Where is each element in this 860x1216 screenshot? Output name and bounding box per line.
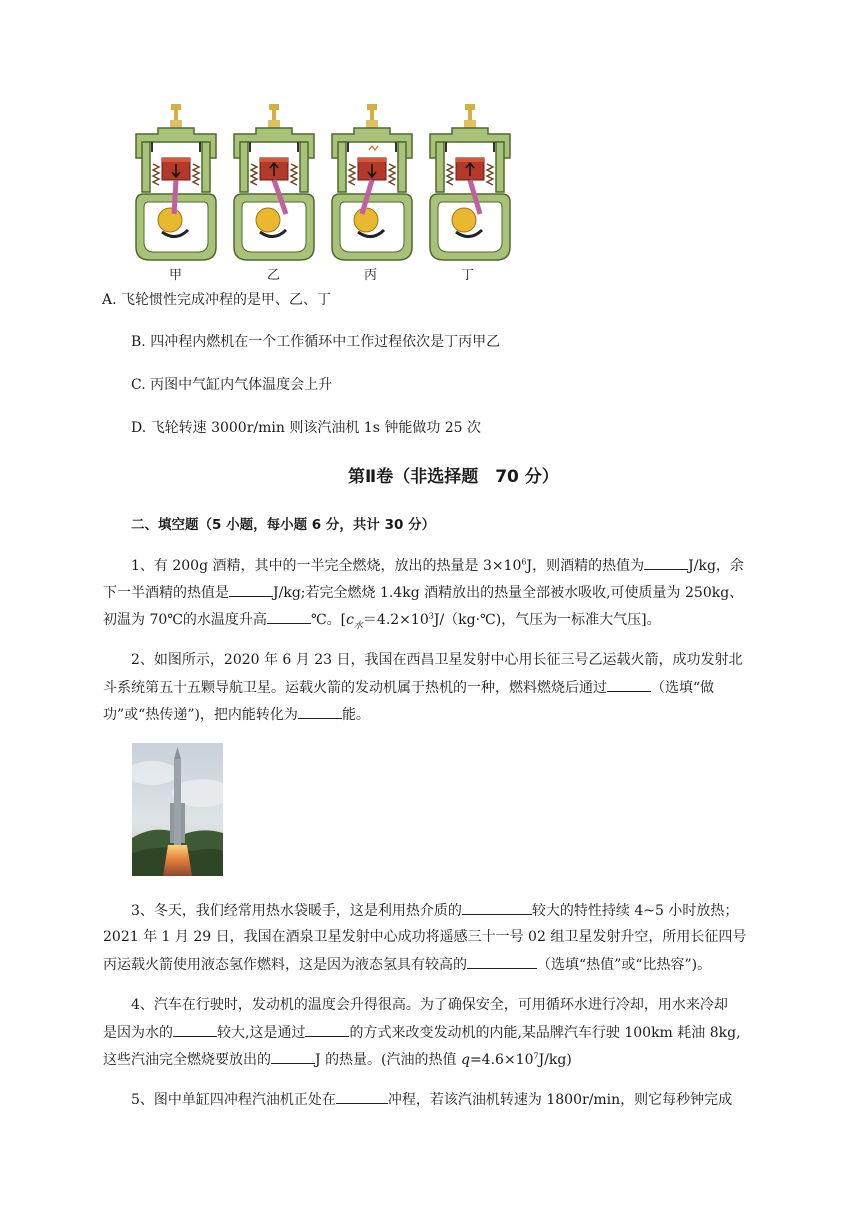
engine-label-yi: 乙 — [267, 268, 281, 283]
q1-text-d: 下一半酒精的热值是 — [103, 585, 229, 601]
q1-line1 — [131, 555, 744, 576]
q4-text-q: q — [460, 1052, 470, 1068]
q2-text-c: 功”或“热传递”)，把内能转化为 — [103, 707, 298, 723]
q3-blank-1[interactable] — [462, 900, 532, 915]
q2-line2 — [103, 677, 714, 698]
q5-blank-1[interactable] — [336, 1089, 388, 1104]
q1-blank-2[interactable] — [229, 582, 273, 597]
q4-line2 — [103, 1022, 741, 1043]
option-b: B. 四冲程内燃机在一个工作循环中工作过程依次是丁丙甲乙 — [131, 334, 501, 350]
q5-text-a: 5、图中单缸四冲程汽油机正处在 — [131, 1092, 336, 1108]
q3-line2: 2021 年 1 月 29 日，我国在酒泉卫星发射中心成功将遥感三十一号 02 组卫星发射升空，所用长征四号 — [103, 929, 747, 945]
q4-text-c: 的方式来改变发动机的内能,某品牌汽车行驶 100km 耗油 8kg, — [349, 1025, 741, 1041]
q1-text-i: J/（kg·℃)，气压为一标准大气压]。 — [433, 612, 661, 628]
q4-text-f: =4.6×10 — [469, 1052, 534, 1068]
section-title: 第Ⅱ卷（非选择题 70 分） — [348, 467, 559, 487]
q4-text-a: 是因为水的 — [103, 1025, 173, 1041]
q1-exp-2: 3 — [428, 611, 434, 621]
q1-line2 — [103, 582, 743, 603]
q1-blank-1[interactable] — [644, 555, 688, 570]
engine-strokes-figure — [128, 102, 518, 287]
q4-exp: 7 — [533, 1051, 539, 1061]
engine-label-jia: 甲 — [169, 268, 183, 283]
q1-text-h: ＝4.2×10 — [362, 612, 429, 628]
q1-text-g: ℃。[ — [310, 612, 347, 628]
q2-text-a: 斗系统第五十五颗导航卫星。运载火箭的发动机属于热机的一种，燃料燃烧后通过 — [103, 680, 607, 696]
engine-label-ding: 丁 — [461, 268, 475, 283]
q1-exp: 6 — [521, 557, 527, 567]
q2-blank-1[interactable] — [607, 677, 651, 692]
q5-text-b: 冲程，若该汽油机转速为 1800r/min，则它每秒钟完成 — [387, 1092, 733, 1108]
q2-text-d: 能。 — [341, 707, 370, 723]
q4-blank-2[interactable] — [305, 1022, 349, 1037]
q1-blank-3[interactable] — [267, 609, 311, 624]
q3-text-b: 较大的特性持续 4~5 小时放热； — [531, 903, 739, 919]
q1-text-f: 初温为 70℃的水温度升高 — [103, 612, 267, 628]
option-c: C. 丙图中气缸内气体温度会上升 — [131, 377, 333, 393]
engine-label-bing: 丙 — [364, 268, 378, 283]
q1-text-e: J/kg;若完全燃烧 1.4kg 酒精放出的热量全部被水吸收,可使质量为 250kg、 — [273, 585, 744, 601]
q1-text-b: J，则酒精的热值为 — [526, 558, 645, 574]
q1-text-sub: 水 — [353, 620, 363, 631]
q1-text-c-var: c — [346, 612, 354, 628]
q4-text-d: 这些汽油完全燃烧要放出的 — [103, 1052, 271, 1068]
q4-text-b: 较大,这是通过 — [217, 1025, 306, 1041]
q1-text-a: 1、有 200g 酒精，其中的一半完全燃烧，放出的热量是 3×10 — [131, 558, 522, 574]
q2-text-b: （选填“做 — [651, 680, 715, 696]
q3-text-c: 丙运载火箭使用液态氢作燃料，这是因为液态氢具有较高的 — [103, 957, 467, 973]
q3-blank-2[interactable] — [467, 954, 537, 969]
q3-text-d: （选填“热值”或“比热容”)。 — [537, 957, 712, 973]
q5-line1 — [131, 1089, 732, 1110]
rocket-launch-photo — [132, 743, 223, 876]
q1-line3 — [103, 609, 661, 630]
q1-text-c: J/kg，余 — [688, 558, 744, 574]
q3-line3 — [103, 954, 711, 975]
engine-diagram — [128, 102, 518, 287]
q4-text-g: J/kg) — [538, 1052, 572, 1068]
option-d: D. 飞轮转速 3000r/min 则该汽油机 1s 钟能做功 25 次 — [131, 420, 482, 436]
q2-line1: 2、如图所示，2020 年 6 月 23 日，我国在西昌卫星发射中心用长征三号乙运载火箭，成功发射北 — [131, 652, 743, 668]
q4-line3 — [103, 1049, 572, 1070]
part-heading: 二、填空题（5 小题，每小题 6 分，共计 30 分） — [131, 517, 436, 533]
q4-text-e: J 的热量。(汽油的热值 — [315, 1052, 461, 1068]
q2-blank-2[interactable] — [298, 704, 342, 719]
q4-blank-1[interactable] — [173, 1022, 217, 1037]
q4-line1: 4、汽车在行驶时，发动机的温度会升得很高。为了确保安全，可用循环水进行冷却，用水来冷却 — [131, 997, 728, 1013]
q3-line1 — [131, 900, 738, 921]
q3-text-a: 3、冬天，我们经常用热水袋暖手，这是利用热介质的 — [131, 903, 462, 919]
option-a: A. 飞轮惯性完成冲程的是甲、乙、丁 — [102, 292, 332, 308]
q2-line3 — [103, 704, 370, 725]
q4-blank-3[interactable] — [271, 1049, 315, 1064]
